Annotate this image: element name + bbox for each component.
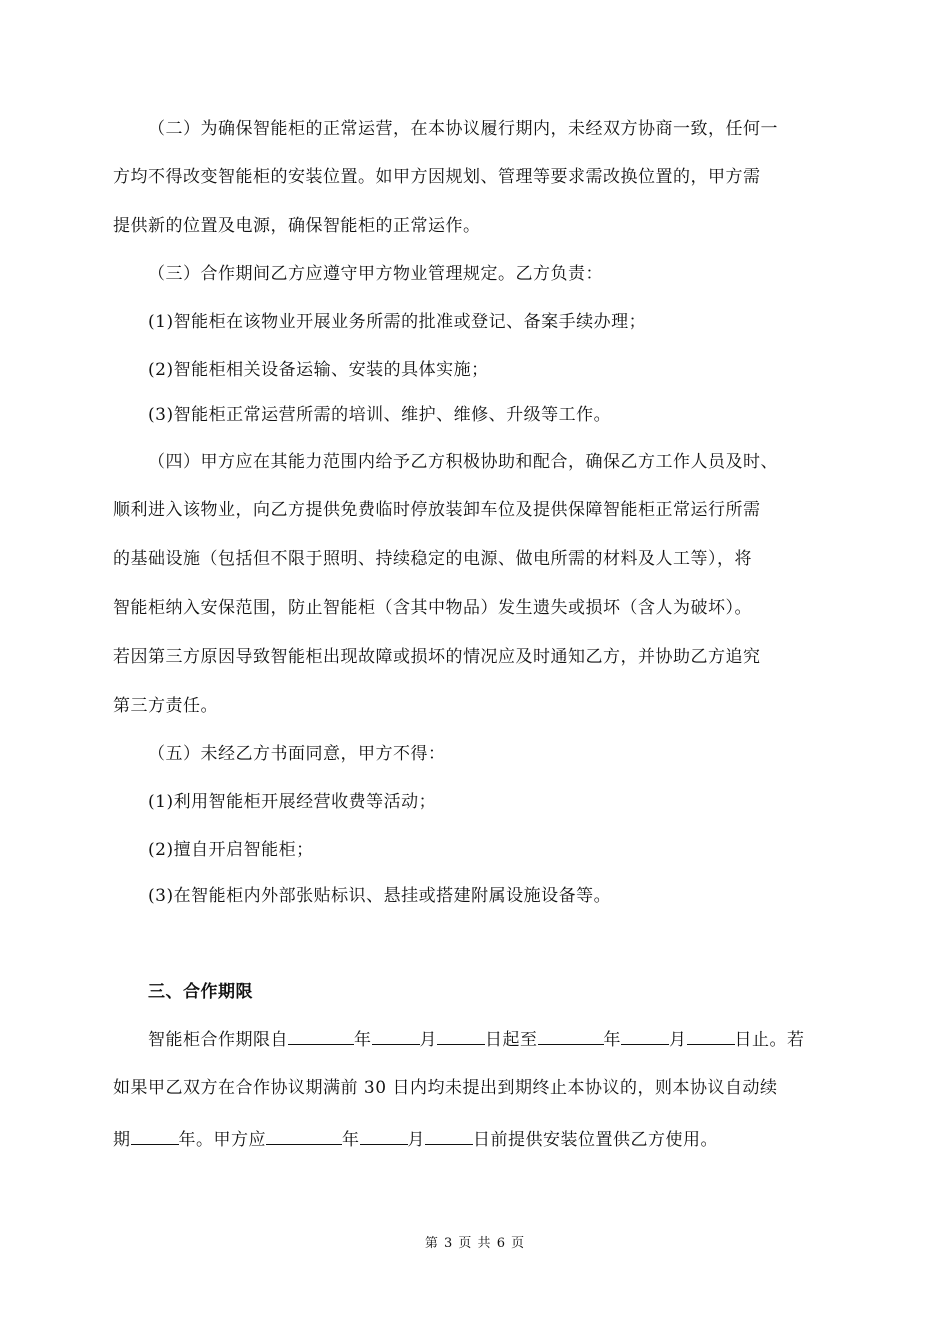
end-month-blank[interactable] [621,1026,669,1045]
paragraph-4-line-5: 若因第三方原因导致智能柜出现故障或损坏的情况应及时通知乙方，并协助乙方追究 [113,647,761,667]
start-month-blank[interactable] [372,1026,420,1045]
start-day-blank[interactable] [437,1026,485,1045]
paragraph-4-line-2: 顺利进入该物业，向乙方提供免费临时停放装卸车位及提供保障智能柜正常运行所需 [113,500,761,520]
paragraph-4-line-4: 智能柜纳入安保范围，防止智能柜（含其中物品）发生遗失或损坏（含人为破坏）。 [113,598,752,618]
paragraph-5-item-1: (1)利用智能柜开展经营收费等活动； [148,792,437,812]
page-number-footer: 第 3 页 共 6 页 [424,1236,526,1251]
paragraph-3-item-3: (3)智能柜正常运营所需的培训、维护、维修、升级等工作。 [148,405,612,425]
paragraph-3: （三）合作期间乙方应遵守甲方物业管理规定。乙方负责： [148,264,603,284]
term-text: 年。甲方应 [178,1130,266,1150]
end-year-blank[interactable] [538,1026,604,1045]
paragraph-2-line-1: （二）为确保智能柜的正常运营，在本协议履行期内，未经双方协商一致，任何一 [148,119,778,139]
term-text: 月 [669,1030,687,1050]
start-year-blank[interactable] [288,1026,354,1045]
paragraph-4-line-3: 的基础设施（包括但不限于照明、持续稳定的电源、做电所需的材料及人工等），将 [113,549,752,569]
term-line-2: 如果甲乙双方在合作协议期满前 30 日内均未提出到期终止本协议的，则本协议自动续 [113,1078,778,1098]
term-text: 月 [419,1030,437,1050]
install-year-blank[interactable] [266,1126,342,1145]
section-3-heading: 三、合作期限 [148,982,253,1002]
paragraph-4-line-1: （四）甲方应在其能力范围内给予乙方积极协助和配合，确保乙方工作人员及时、 [148,452,778,472]
install-day-blank[interactable] [425,1126,473,1145]
paragraph-5: （五）未经乙方书面同意，甲方不得： [148,744,446,764]
paragraph-5-item-2: (2)擅自开启智能柜； [148,840,314,860]
term-text: 年 [603,1030,621,1050]
renewal-years-blank[interactable] [131,1126,179,1145]
end-day-blank[interactable] [687,1026,735,1045]
paragraph-2-line-2: 方均不得改变智能柜的安装位置。如甲方因规划、管理等要求需改换位置的，甲方需 [113,167,761,187]
term-text: 日起至 [485,1030,538,1050]
paragraph-5-item-3: (3)在智能柜内外部张贴标识、悬挂或搭建附属设施设备等。 [148,886,612,906]
paragraph-3-item-1: (1)智能柜在该物业开展业务所需的批准或登记、备案手续办理； [148,312,647,332]
term-text: 日前提供安装位置供乙方使用。 [473,1130,718,1150]
term-text: 期 [113,1130,131,1150]
term-text: 月 [407,1130,425,1150]
term-line-3 [113,1126,838,1151]
term-text: 智能柜合作期限自 [148,1030,288,1050]
paragraph-2-line-3: 提供新的位置及电源，确保智能柜的正常运作。 [113,216,481,236]
term-text: 日止。若 [734,1030,805,1050]
term-line-1 [148,1026,838,1051]
term-text: 年 [354,1030,372,1050]
paragraph-3-item-2: (2)智能柜相关设备运输、安装的具体实施； [148,360,489,380]
install-month-blank[interactable] [360,1126,408,1145]
term-text: 年 [342,1130,360,1150]
paragraph-4-line-6: 第三方责任。 [113,696,218,716]
